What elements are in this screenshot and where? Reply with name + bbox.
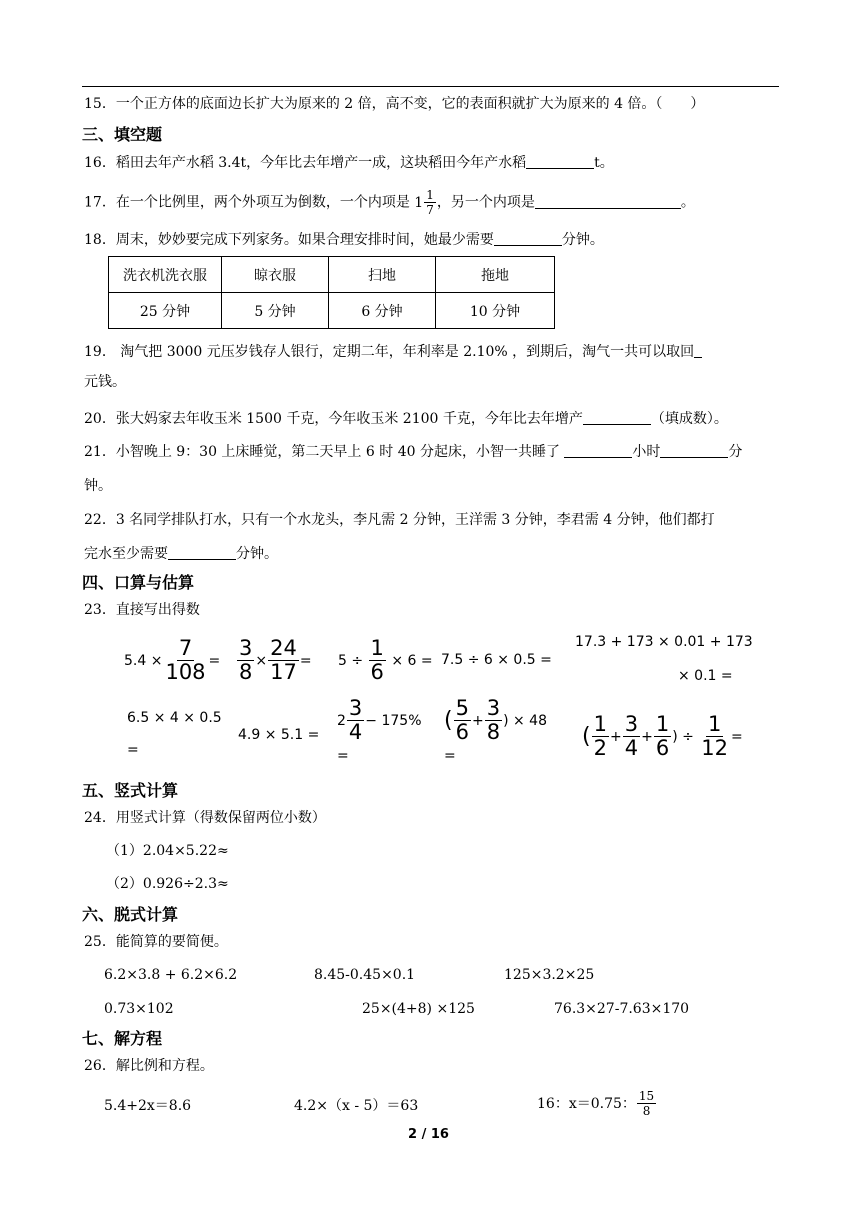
question-25: 25．能简算的要简便。 <box>84 934 228 950</box>
table-cell: 10 分钟 <box>436 293 555 329</box>
calc-6-line2: = <box>127 742 139 758</box>
q21-minutes-unit: 分 <box>728 444 743 460</box>
q16-blank[interactable] <box>526 154 594 169</box>
q17-text-2: ，另一个内项是 <box>436 194 535 211</box>
question-21-cont: 钟。 <box>84 478 112 494</box>
q18-unit: 分钟。 <box>561 232 604 248</box>
section-5-title: 五、竖式计算 <box>82 781 179 800</box>
q18-text: 18．周末，妙妙要完成下列家务。如果合理安排时间，她最少需要 <box>84 232 494 248</box>
question-23: 23．直接写出得数 <box>84 602 200 618</box>
question-22-cont <box>84 544 278 564</box>
question-26: 26．解比例和方程。 <box>84 1058 214 1074</box>
q17-end: 。 <box>680 194 695 211</box>
table-header-cell: 洗衣机洗衣服 <box>109 257 222 293</box>
calc-9-eq: = <box>444 748 456 764</box>
question-20 <box>84 409 728 429</box>
question-24-2: （2）0.926÷2.3≈ <box>106 876 229 892</box>
table-cell: 25 分钟 <box>109 293 222 329</box>
chores-table <box>108 256 555 329</box>
q16-text: 16．稻田去年产水稻 3.4t，今年比去年增产一成，这块稻田今年产水稻 <box>84 155 527 171</box>
section-3-title: 三、填空题 <box>82 125 163 144</box>
table-header-cell: 扫地 <box>329 257 436 293</box>
calc-2: $\frac{3}{8}$ × $\frac{24}{17}$ = <box>239 636 312 684</box>
table-cell: 6 分钟 <box>329 293 436 329</box>
table-cell: 5 分钟 <box>222 293 329 329</box>
question-22: 22．3 名同学排队打水，只有一个水龙头，李凡需 2 分钟，王洋需 3 分钟，李君需 4 分钟，他们都打 <box>84 512 715 528</box>
q20-blank[interactable] <box>583 410 651 425</box>
q18-blank[interactable] <box>494 231 562 246</box>
question-18 <box>84 230 604 250</box>
q16-unit: t。 <box>594 155 614 171</box>
q21-text: 21．小智晚上 9：30 上床睡觉，第二天早上 6 时 40 分起床，小智一共睡了 <box>84 444 560 460</box>
q22-blank[interactable] <box>168 545 236 560</box>
question-19 <box>84 342 702 362</box>
q17-mixed-number: 1 $\frac{1}{7}$ <box>414 188 434 217</box>
equation-3: 16：x＝0.75： $\frac{15}{8}$ <box>537 1089 655 1118</box>
q17-text: 17．在一个比例里，两个外项互为倒数，一个内项是 <box>84 194 410 211</box>
expr-4: 0.73×102 <box>104 1001 174 1017</box>
question-24: 24．用竖式计算（得数保留两位小数） <box>84 810 326 826</box>
calc-9: ( $\frac{5}{6}$ + $\frac{3}{8}$ ) × 48 <box>444 696 547 744</box>
calc-3: 5 ÷ $\frac{1}{6}$ × 6 = <box>338 636 433 684</box>
calc-5-line2: × 0.1 = <box>678 668 733 684</box>
calc-4: 7.5 ÷ 6 × 0.5 = <box>441 652 552 668</box>
q19-blank[interactable] <box>694 343 702 358</box>
q22-text: 完水至少需要 <box>84 546 168 562</box>
calc-8: 2 $\frac{3}{4}$ − 175% <box>337 696 422 744</box>
question-21 <box>84 442 742 462</box>
expr-6: 76.3×27-7.63×170 <box>554 1001 690 1017</box>
q21-hours-unit: 小时 <box>632 444 661 460</box>
header-rule <box>82 86 779 87</box>
equation-2: 4.2×（x - 5）＝63 <box>294 1098 419 1114</box>
question-24-1: （1）2.04×5.22≈ <box>106 843 229 859</box>
section-6-title: 六、脱式计算 <box>82 905 179 924</box>
question-16 <box>84 153 614 173</box>
q20-note: （填成数）。 <box>650 411 728 427</box>
calc-8-eq: = <box>337 748 349 764</box>
expr-3: 125×3.2×25 <box>504 967 595 983</box>
calc-6-line1: 6.5 × 4 × 0.5 <box>127 710 222 726</box>
q17-blank[interactable] <box>535 194 681 209</box>
q21-blank-hours[interactable] <box>564 443 632 458</box>
table-header-row <box>109 257 555 293</box>
question-17 <box>84 189 695 216</box>
table-header-cell: 晾衣服 <box>222 257 329 293</box>
equation-1: 5.4+2x＝8.6 <box>104 1098 192 1114</box>
question-15: 15．一个正方体的底面边长扩大为原来的 2 倍，高不变，它的表面积就扩大为原来的 4 倍。（ ） <box>84 96 705 112</box>
section-4-title: 四、口算与估算 <box>82 573 195 592</box>
expr-5: 25×(4+8) ×125 <box>362 1001 475 1017</box>
q19-text: 19． 淘气把 3000 元压岁钱存人银行，定期二年，年利率是 2.10% ，到期后，淘气一共可以取回 <box>84 344 695 360</box>
expr-1: 6.2×3.8 + 6.2×6.2 <box>104 967 238 983</box>
calc-7: 4.9 × 5.1 = <box>238 727 320 743</box>
table-row <box>109 293 555 329</box>
section-7-title: 七、解方程 <box>82 1029 163 1048</box>
calc-10: ( $\frac{1}{2}$ + $\frac{3}{4}$ + $\frac{1}{6}$ ) ÷ $\frac{1}{12}$ = <box>582 712 743 760</box>
calc-5-line1: 17.3 + 173 × 0.01 + 173 <box>575 634 753 650</box>
expr-2: 8.45-0.45×0.1 <box>314 967 416 983</box>
q21-blank-minutes[interactable] <box>660 443 728 458</box>
page-number: 2 / 16 <box>408 1127 449 1142</box>
calc-1: 5.4 × $\frac{7}{108}$ = <box>124 636 221 684</box>
question-19-cont: 元钱。 <box>84 374 126 390</box>
table-header-cell: 拖地 <box>436 257 555 293</box>
q22-unit: 分钟。 <box>236 546 278 562</box>
q20-text: 20．张大妈家去年收玉米 1500 千克，今年收玉米 2100 千克，今年比去年增产 <box>84 411 583 427</box>
